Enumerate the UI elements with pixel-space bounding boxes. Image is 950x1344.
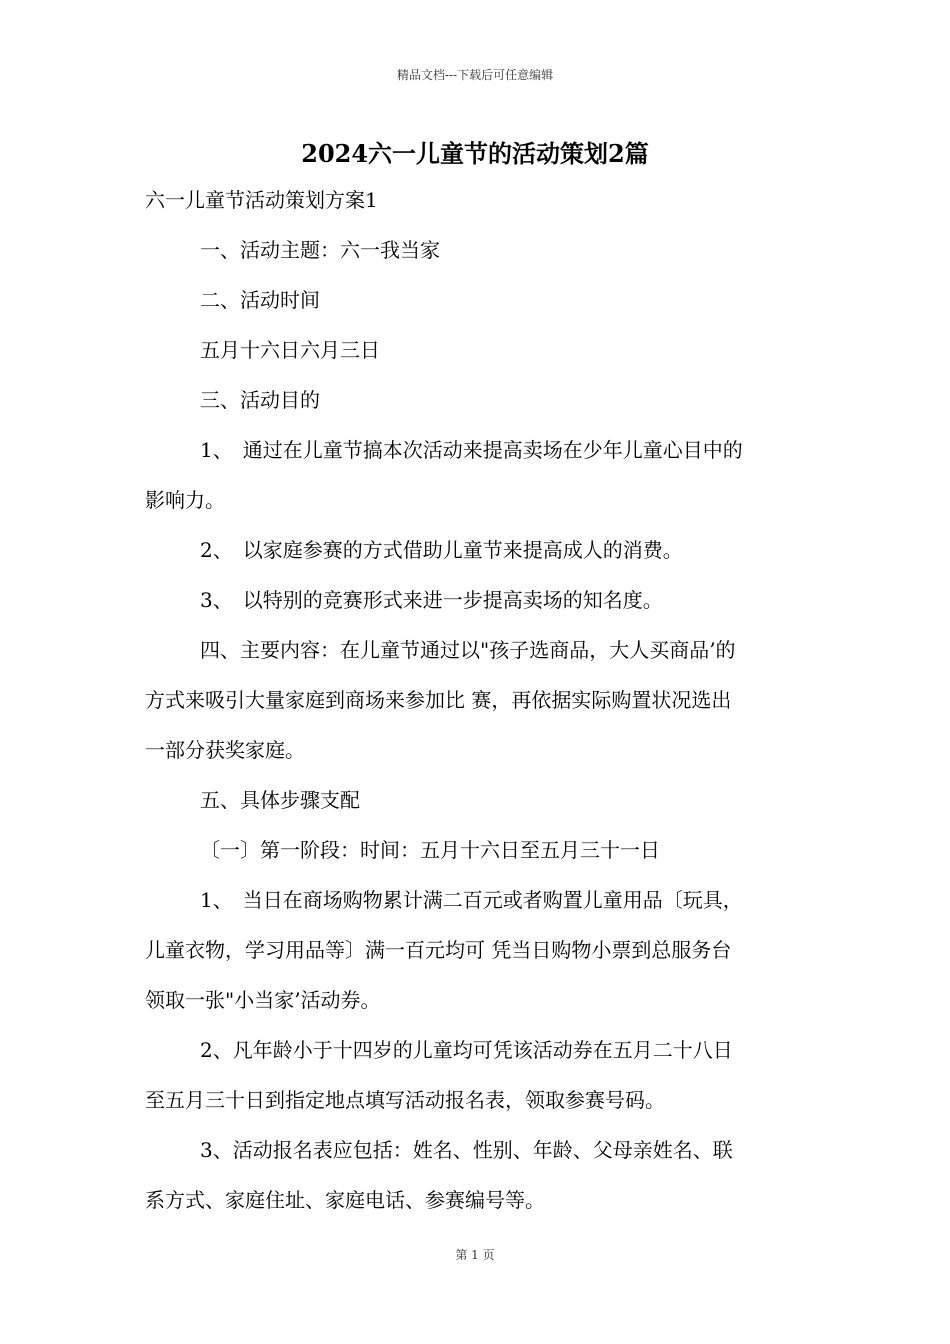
plan-heading: 六一儿童节活动策划方案1 xyxy=(145,188,378,212)
paragraph-line: 儿童衣物，学习用品等〕满一百元均可 凭当日购物小票到总服务台 xyxy=(145,938,732,962)
paragraph-line: 方式来吸引大量家庭到商场来参加比 赛，再依据实际购置状况选出 xyxy=(145,688,732,712)
paragraph-line: 二、活动时间 xyxy=(200,288,320,312)
page-number: 第 1 页 xyxy=(455,1248,495,1262)
paragraph-line: 3、 以特别的竞赛形式来进一步提高卖场的知名度。 xyxy=(200,588,663,612)
paragraph-line: 系方式、家庭住址、家庭电话、参赛编号等。 xyxy=(145,1188,545,1212)
paragraph-line: 一、活动主题：六一我当家 xyxy=(200,238,440,262)
paragraph-line: 1、 通过在儿童节搞本次活动来提高卖场在少年儿童心目中的 xyxy=(200,438,743,462)
paragraph-line: 2、凡年龄小于十四岁的儿童均可凭该活动券在五月二十八日 xyxy=(200,1038,733,1062)
paragraph-line: 领取一张"小当家’活动券。 xyxy=(145,988,381,1012)
page-header: 精品文档---下载后可任意编辑 xyxy=(396,68,554,82)
paragraph-line: 影响力。 xyxy=(145,488,225,512)
paragraph-line: 3、活动报名表应包括：姓名、性别、年龄、父母亲姓名、联 xyxy=(200,1138,733,1162)
document-title: 2024六一儿童节的活动策划2篇 xyxy=(301,139,649,168)
paragraph-line: 四、主要内容：在儿童节通过以"孩子选商品，大人买商品’的 xyxy=(200,638,736,662)
paragraph-line: 五、具体步骤支配 xyxy=(200,788,360,812)
paragraph-line: 一部分获奖家庭。 xyxy=(145,738,305,762)
paragraph-line: 1、 当日在商场购物累计满二百元或者购置儿童用品〔玩具， xyxy=(200,888,743,912)
paragraph-line: 五月十六日六月三日 xyxy=(200,338,380,362)
paragraph-line: 三、活动目的 xyxy=(200,388,320,412)
paragraph-line: 〔一〕第一阶段：时间：五月十六日至五月三十一日 xyxy=(200,838,660,862)
paragraph-line: 2、 以家庭参赛的方式借助儿童节来提高成人的消费。 xyxy=(200,538,683,562)
paragraph-line: 至五月三十日到指定地点填写活动报名表，领取参赛号码。 xyxy=(145,1088,665,1112)
